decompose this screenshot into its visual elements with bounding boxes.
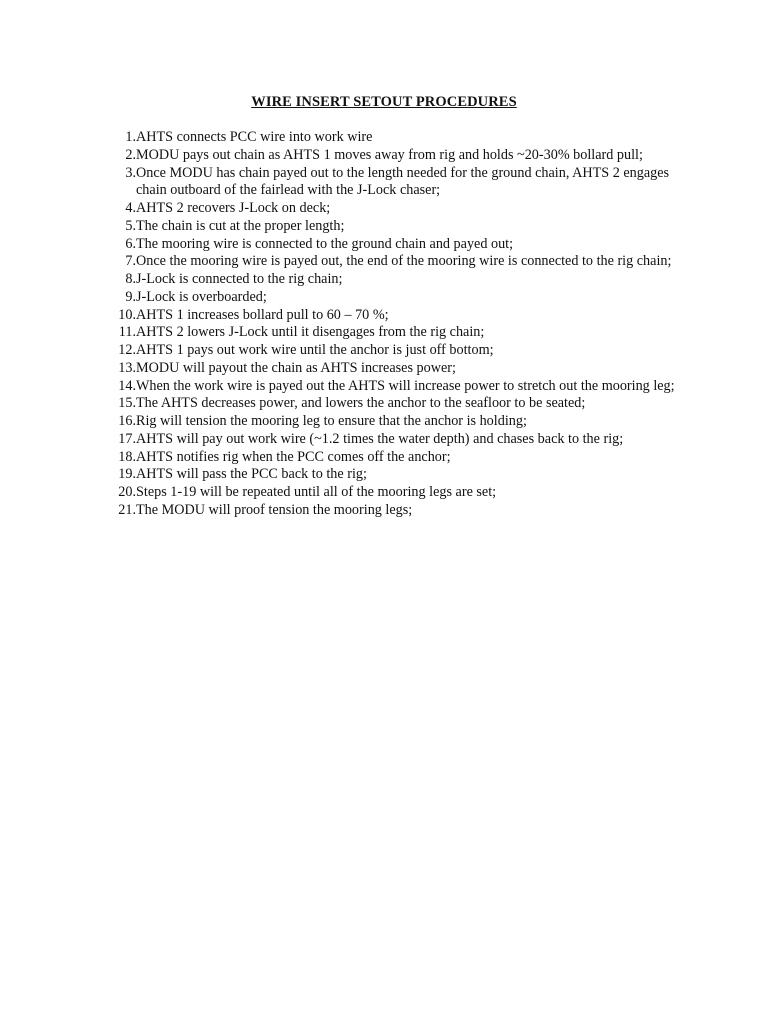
list-item [108,289,678,307]
step-text: Once MODU has chain payed out to the length needed for the ground chain, AHTS 2 engages chain outboard of the fairlead with the J-Lock chaser; [136,164,670,199]
list-item [108,342,678,360]
step-text: AHTS 1 increases bollard pull to 60 – 70 %; [136,306,389,323]
step-number: 7. [125,253,136,270]
step-text: When the work wire is payed out the AHTS will increase power to stretch out the mooring leg; [136,377,675,394]
step-number: 2. [125,146,136,163]
step-number: 4. [125,200,136,216]
list-item [108,431,678,449]
step-number: 1. [125,129,136,145]
list-item [108,413,678,431]
list-item [108,253,678,271]
step-text: AHTS notifies rig when the PCC comes off the anchor; [136,448,451,465]
step-text: AHTS connects PCC wire into work wire [136,129,373,145]
step-text: The MODU will proof tension the mooring legs; [136,501,413,518]
step-number: 13. [118,359,136,376]
step-text: AHTS 2 recovers J-Lock on deck; [136,200,331,216]
step-text: MODU pays out chain as AHTS 1 moves away from rig and holds ~20-30% bollard pull; [136,146,643,163]
step-text: AHTS 1 pays out work wire until the anchor is just off bottom; [136,342,494,358]
list-item [108,307,678,325]
list-item [108,218,678,236]
list-item [108,165,678,201]
step-number: 3. [125,164,136,181]
list-item [108,484,678,502]
list-item [108,324,678,342]
step-text: The chain is cut at the proper length; [136,217,345,234]
step-number: 14. [118,377,136,394]
step-number: 15. [118,395,136,412]
step-number: 20. [118,484,136,500]
step-text: AHTS will pay out work wire (~1.2 times the water depth) and chases back to the rig; [136,430,624,447]
step-text: J-Lock is overboarded; [136,288,267,305]
list-item [108,466,678,484]
step-number: 18. [118,448,136,465]
step-text: Rig will tension the mooring leg to ensure that the anchor is holding; [136,413,527,429]
step-text: The AHTS decreases power, and lowers the anchor to the seafloor to be seated; [136,395,586,412]
step-number: 16. [118,413,136,429]
list-item [108,236,678,254]
step-number: 17. [118,430,136,447]
list-item [108,129,678,147]
step-number: 9. [125,288,136,305]
list-item [108,378,678,396]
procedure-steps-list [108,129,678,520]
list-item [108,360,678,378]
list-item [108,147,678,165]
list-item [108,395,678,413]
step-text: MODU will payout the chain as AHTS increases power; [136,359,456,376]
step-text: Steps 1-19 will be repeated until all of the mooring legs are set; [136,484,497,500]
step-number: 19. [118,466,136,483]
step-text: J-Lock is connected to the rig chain; [136,271,343,287]
step-text: The mooring wire is connected to the ground chain and payed out; [136,235,514,252]
step-number: 12. [118,342,136,358]
list-item [108,271,678,289]
step-text: AHTS will pass the PCC back to the rig; [136,466,367,483]
list-item [108,200,678,218]
step-text: AHTS 2 lowers J-Lock until it disengages from the rig chain; [136,324,485,341]
list-item [108,502,678,520]
step-number: 5. [125,217,136,234]
step-number: 10. [118,306,136,323]
step-number: 11. [118,324,136,341]
document-title: WIRE INSERT SETOUT PROCEDURES [251,94,517,110]
step-number: 21. [118,501,136,518]
step-number: 8. [125,271,136,287]
list-item [108,449,678,467]
step-text: Once the mooring wire is payed out, the end of the mooring wire is connected to the rig chain; [136,253,672,270]
step-number: 6. [125,235,136,252]
